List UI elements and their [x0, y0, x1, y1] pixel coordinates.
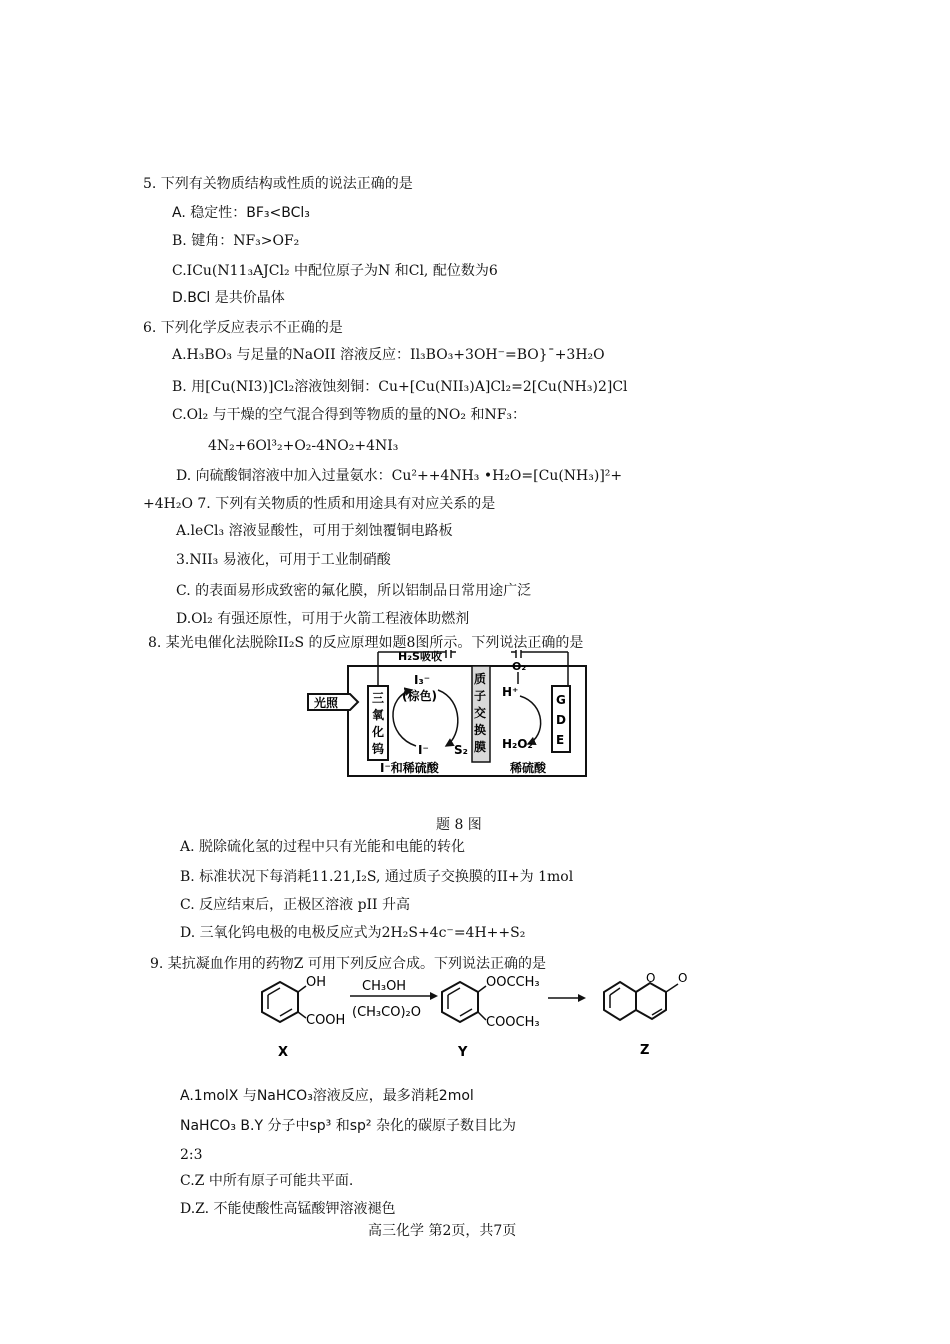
q5-option-d: D.BCl 是共价晶体: [172, 290, 285, 306]
gde-char-2: D: [556, 713, 566, 727]
o2-label: O₂: [512, 660, 527, 673]
q5-stem: 5. 下列有关物质结构或性质的说法正确的是: [143, 176, 413, 192]
q8-figure-caption: 题 8 图: [436, 817, 482, 833]
wo3-char-3: 化: [372, 725, 385, 739]
iodide-label: I⁻: [418, 743, 429, 757]
wo3-char-1: 三: [372, 691, 385, 705]
q9-option-a: A.1molX 与NaHCO₃溶液反应，最多消耗2mol: [180, 1088, 474, 1104]
x-label: X: [278, 1045, 289, 1060]
y-label: Y: [458, 1045, 468, 1060]
q9-stem: 9. 某抗凝血作用的药物Z 可用下列反应合成。下列说法正确的是: [150, 956, 546, 972]
q6-option-c: C.Ol₂ 与干燥的空气混合得到等物质的量的NO₂ 和NF₃：: [172, 407, 527, 423]
q8-option-b: B. 标准状况下每消耗11.21,I₂S, 通过质子交换膜的II+为 1mol: [180, 869, 574, 885]
q6-option-b: B. 用[Cu(NI3)]Cl₂溶液蚀刻铜：Cu+[Cu(NII₃)A]Cl₂=2[Cu(NH₃)2]Cl: [172, 379, 628, 395]
q7-option-c: C. 的表面易形成致密的氟化膜，所以铝制品日常用途广泛: [176, 583, 532, 599]
membrane-char-2: 子: [474, 689, 487, 703]
q7-option-a: A.leCl₃ 溶液显酸性，可用于刻蚀覆铜电路板: [176, 523, 453, 539]
reagent-ch3oh: CH₃OH: [362, 979, 407, 994]
z-label: Z: [640, 1043, 650, 1058]
q6-stem: 6. 下列化学反应表示不正确的是: [143, 320, 343, 336]
i3-label: I₃⁻: [414, 673, 431, 687]
brown-label: (棕色): [402, 689, 437, 703]
reagent-acetic-anhydride: (CH₃CO)₂O: [352, 1005, 421, 1020]
q5-option-a: A. 稳定性：BF₃<BCl₃: [172, 205, 310, 221]
z-ring-oxygen: O: [646, 971, 656, 985]
q9-option-b-continued: 2:3: [180, 1147, 203, 1163]
membrane-char-1: 质: [474, 672, 487, 686]
q8-option-a: A. 脱除硫化氢的过程中只有光能和电能的转化: [180, 839, 466, 855]
q9-reaction-scheme: [240, 968, 710, 1064]
q5-option-c: C.ICu(N11₃AJCl₂ 中配位原子为N 和Cl, 配位数为6: [172, 263, 498, 279]
gde-char-3: E: [556, 733, 565, 747]
q8-option-d: D. 三氧化钨电极的电极反应式为2H₂S+4c⁻=4H++S₂: [180, 925, 526, 941]
x-oh-label: OH: [306, 975, 327, 990]
q9-option-d: D.Z. 不能使酸性高锰酸钾溶液褪色: [180, 1201, 396, 1217]
z-lactone-ring: [636, 983, 666, 1019]
q6-option-a: A.H₃BO₃ 与足量的NaOII 溶液反应：Il₃BO₃+3OH⁻=BO}¯+3H₂O: [172, 347, 605, 363]
membrane-char-3: 交: [474, 706, 487, 720]
membrane-char-4: 换: [474, 723, 487, 737]
light-label: 光照: [314, 696, 339, 710]
right-solution-label: 稀硫酸: [510, 761, 547, 775]
q9-option-a-continued-option-b: NaHCO₃ B.Y 分子中sp³ 和sp² 杂化的碳原子数目比为: [180, 1118, 516, 1134]
left-solution-label: I⁻和稀硫酸: [380, 761, 439, 775]
gde-char-1: G: [556, 693, 566, 707]
q6-option-d-continued-q7-stem: +4H₂O 7. 下列有关物质的性质和用途具有对应关系的是: [143, 496, 496, 512]
y-ooccch3-label: OOCCH₃: [486, 975, 540, 990]
wo3-char-2: 氧: [372, 708, 385, 722]
x-cooh-label: COOH: [306, 1013, 346, 1028]
q7-option-d: D.Ol₂ 有强还原性，可用于火箭工程液体助燃剂: [176, 611, 470, 627]
q8-figure: [306, 650, 592, 782]
q6-option-d: D. 向硫酸铜溶液中加入过量氨水：Cu²++4NH₃ •H₂O=[Cu(NH₃)]²+: [176, 468, 623, 484]
z-benzene-ring: [604, 982, 636, 1020]
h2s-inlet-label: H₂S吸收: [398, 650, 442, 663]
q7-option-b: 3.NII₃ 易液化，可用于工业制硝酸: [176, 552, 391, 568]
z-carbonyl-oxygen: O: [678, 971, 688, 985]
q5-option-b: B. 键角：NF₃>OF₂: [172, 233, 300, 249]
q9-option-c: C.Z 中所有原子可能共平面.: [180, 1173, 354, 1189]
q8-stem: 8. 某光电催化法脱除II₂S 的反应原理如题8图所示。下列说法正确的是: [148, 635, 584, 651]
q6-option-c-equation: 4N₂+6Ol³₂+O₂-4NO₂+4NI₃: [208, 438, 399, 454]
s2-label: S₂: [454, 743, 468, 757]
hplus-label: H⁺: [502, 685, 519, 699]
q8-option-c: C. 反应结束后，正极区溶液 pII 升高: [180, 897, 411, 913]
wo3-char-4: 钨: [372, 742, 385, 756]
membrane-char-5: 膜: [474, 740, 487, 754]
page-footer: 高三化学 第2页，共7页: [368, 1223, 517, 1239]
h2o2-label: H₂O₂: [502, 737, 533, 751]
y-cooch3-label: COOCH₃: [486, 1015, 540, 1030]
